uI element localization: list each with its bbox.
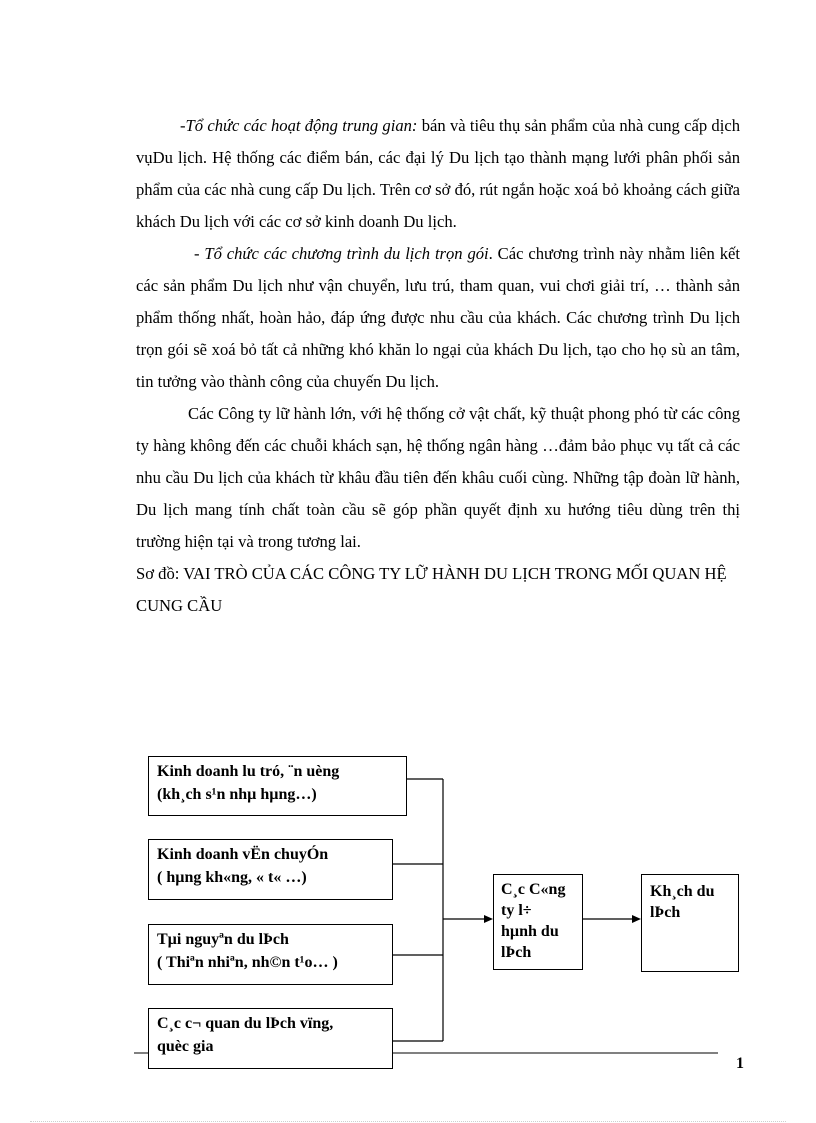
box-accommodation-dining [148,756,407,816]
paragraph-text: bán và tiêu thụ sản phẩm của nhà cung cấp dịch vụDu lịch. Hệ thống các điểm bán, các đại lý Du lịch tạo thành mạng lưới phân phối sản phẩm của các nhà cung cấp Du lịch. Trên cơ sở đó, rút ngắn hoặc xoá bỏ khoảng cách giữa khách Du lịch với các cơ sở kinh doanh Du lịch. [136,116,740,231]
paragraph-heading-italic: -Tổ chức các hoạt động trung gian: [180,116,418,135]
box-line: C¸c C«ng [501,881,566,898]
box-line: ty l÷ [501,902,532,919]
box-line: ( Thiªn nhiªn, nh©n t¹o… ) [157,954,338,971]
box-line: Kh¸ch du [650,883,715,900]
box-line: lÞch [501,944,532,961]
page-number: 1 [736,1055,744,1072]
box-line: C¸c c¬ quan du lÞch vïng, [157,1015,334,1032]
box-line: Kinh doanh lu tró, ¨n uèng [157,763,340,780]
arrowhead-icon [632,915,641,923]
paragraph-text: Các Công ty lữ hành lớn, với hệ thống cở vật chất, kỹ thuật phong phó từ các công ty hàng không đến các chuỗi khách sạn, hệ thống ngân hàng …đảm bảo phục vụ tất cả các nhu cầu Du lịch của khách từ khâu đầu tiên đến khâu cuối cùng. Những tập đoàn lữ hành, Du lịch mang tính chất toàn cầu sẽ góp phần quyết định xu hướng tiêu dùng trên thị trường hiện tại và trong tương lai. [136,404,740,551]
box-line: lÞch [650,904,681,921]
box-tourism-resources [148,924,393,985]
box-line: hµnh du [501,923,559,940]
box-line: Kinh doanh vËn chuyÓn [157,846,329,863]
diagram-caption: Sơ đồ: VAI TRÒ CỦA CÁC CÔNG TY LỮ HÀNH DU LỊCH TRONG MỐI QUAN HỆ CUNG CẦU [136,564,727,615]
box-transportation [148,839,393,900]
box-line: (kh¸ch s¹n nhµ hµng…) [157,786,317,803]
paragraph-text: . Các chương trình này nhằm liên kết các sản phẩm Du lịch như vận chuyển, lưu trú, tham quan, vui chơi giải trí, … thành sản phẩm thống nhất, hoàn hảo, đáp ứng được nhu cầu của khách. Các chương trình Du lịch trọn gói sẽ xoá bỏ tất cả những khó khăn lo ngại của khách Du lịch, tạo cho họ sù an tâm, tin tưởng vào thành công của chuyến Du lịch. [136,244,740,391]
box-line: ( hµng kh«ng, « t« …) [157,869,307,886]
page-bottom-border [30,1121,786,1122]
box-customers [641,874,739,972]
box-line: quèc gia [157,1038,214,1055]
box-line: Tµi nguyªn du lÞch [157,931,289,948]
box-tourism-agencies [148,1008,393,1069]
box-travel-companies [493,874,583,970]
arrowhead-icon [484,915,493,923]
paragraph-heading-italic: - Tổ chức các chương trình du lịch trọn gói [194,244,489,263]
